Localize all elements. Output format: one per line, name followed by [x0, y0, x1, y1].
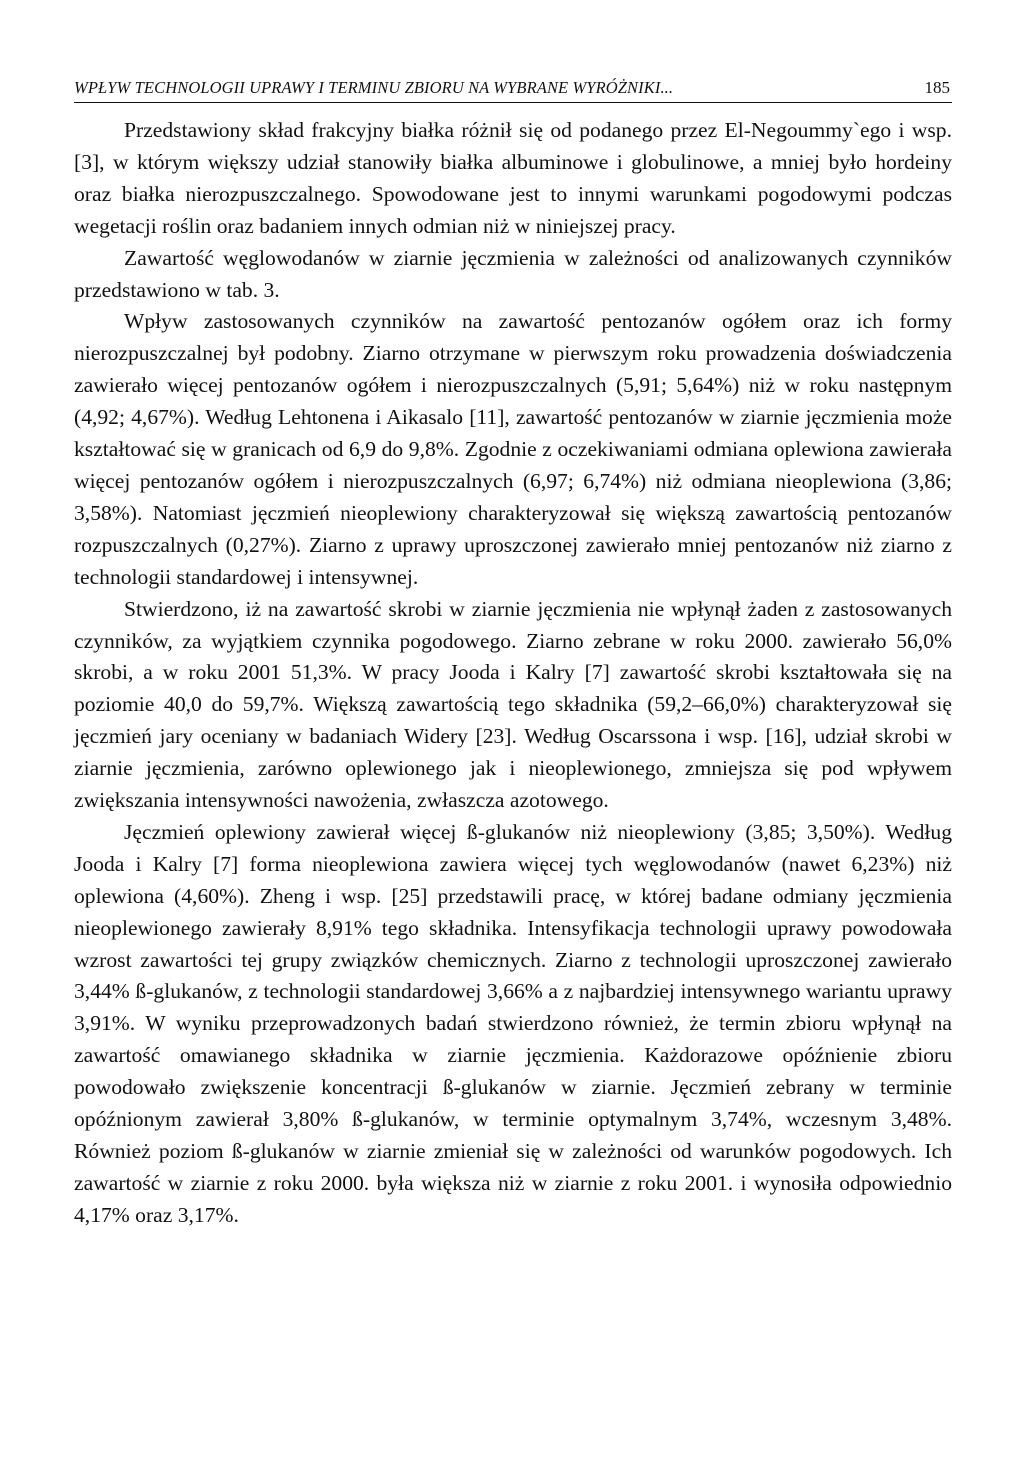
page-number: 185	[924, 78, 950, 97]
paragraph-pentosans: Wpływ zastosowanych czynników na zawartość pentozanów ogółem oraz ich formy nierozpuszczalnej był podobny. Ziarno otrzymane w pierwszym roku prowadzenia doświadczenia zawierało więcej pentozanów ogółem i nierozpuszczalnych (5,91; 5,64%) niż w roku następnym (4,92; 4,67%). Według Lehtonena i Aikasalo [11], zawartość pentozanów w ziarnie jęczmienia może kształtować się w granicach od 6,9 do 9,8%. Zgodnie z oczekiwaniami odmiana oplewiona zawierała więcej pentozanów ogółem i nierozpuszczalnych (6,97; 6,74%) niż odmiana nieoplewiona (3,86; 3,58%). Natomiast jęczmień nieoplewiony charakteryzował się większą zawartością pentozanów rozpuszczalnych (0,27%). Ziarno z uprawy uproszczonej zawierało mniej pentozanów niż ziarno z technologii standardowej i intensywnej.	[74, 309, 952, 589]
running-header	[74, 78, 952, 103]
paragraph-beta-glucans: Jęczmień oplewiony zawierał więcej ß-glukanów niż nieoplewiony (3,85; 3,50%). Według Jooda i Kalry [7] forma nieoplewiona zawiera więcej tych węglowodanów (nawet 6,23%) niż oplewiona (4,60%). Zheng i wsp. [25] przedstawili pracę, w której badane odmiany jęczmienia nieoplewionego zawierały 8,91% tego składnika. Intensyfikacja technologii uprawy powodowała wzrost zawartości tej grupy związków chemicznych. Ziarno z technologii uproszczonej zawierało 3,44% ß-glukanów, z technologii standardowej 3,66% a z najbardziej intensywnego wariantu uprawy 3,91%. W wyniku przeprowadzonych badań stwierdzono również, że termin zbioru wpłynął na zawartość omawianego składnika w ziarnie jęczmienia. Każdorazowe opóźnienie zbioru powodowało zwiększenie koncentracji ß-glukanów w ziarnie. Jęczmień zebrany w terminie opóźnionym zawierał 3,80% ß-glukanów, w terminie optymalnym 3,74%, wczesnym 3,48%. Również poziom ß-glukanów w ziarnie zmieniał się w zależności od warunków pogodowych. Ich zawartość w ziarnie z roku 2000. była większa niż w ziarnie z roku 2001. i wynosiła odpowiednio 4,17% oraz 3,17%.	[74, 819, 952, 1227]
page	[74, 78, 952, 1232]
paragraph-protein-composition: Przedstawiony skład frakcyjny białka różnił się od podanego przez El-Negoummy`ego i wsp. [3], w którym większy udział stanowiły białka albuminowe i globulinowe, a mniej było hordeiny oraz białka nierozpuszczalnego. Spowodowane jest to innymi warunkami pogodowymi podczas wegetacji roślin oraz badaniem innych odmian niż w niniejszej pracy.	[74, 118, 952, 238]
paragraph-carbohydrate-intro: Zawartość węglowodanów w ziarnie jęczmienia w zależności od analizowanych czynników przedstawiono w tab. 3.	[74, 245, 952, 302]
running-title: WPŁYW TECHNOLOGII UPRAWY I TERMINU ZBIORU NA WYBRANE WYRÓŻNIKI...	[74, 78, 674, 97]
paragraph-starch: Stwierdzono, iż na zawartość skrobi w ziarnie jęczmienia nie wpłynął żaden z zastosowanych czynników, za wyjątkiem czynnika pogodowego. Ziarno zebrane w roku 2000. zawierało 56,0% skrobi, a w roku 2001 51,3%. W pracy Jooda i Kalry [7] zawartość skrobi kształtowała się na poziomie 40,0 do 59,7%. Większą zawartością tego składnika (59,2–66,0%) charakteryzował się jęczmień jary oceniany w badaniach Widery [23]. Według Oscarssona i wsp. [16], udział skrobi w ziarnie jęczmienia, zarówno oplewionego jak i nieoplewionego, zmniejsza się pod wpływem zwiększania intensywności nawożenia, zwłaszcza azotowego.	[74, 596, 952, 813]
body-text	[74, 115, 952, 1232]
